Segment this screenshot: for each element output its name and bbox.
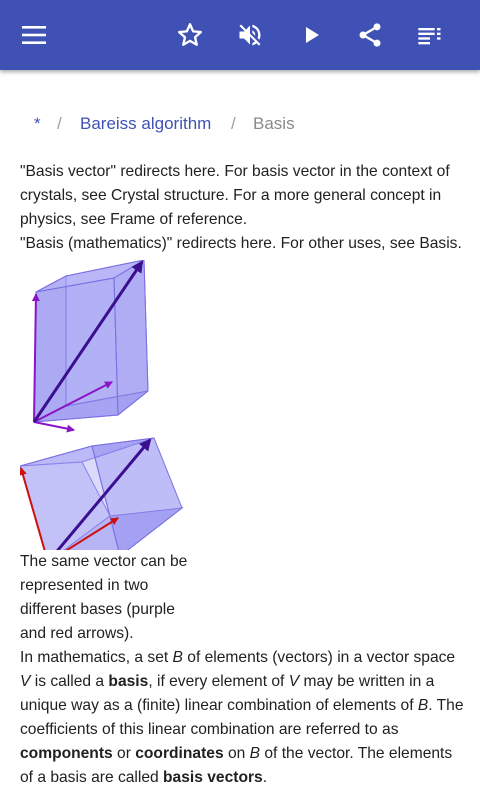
mute-button[interactable] [226,11,274,59]
intro-paragraph [20,646,465,790]
intro-text: on [223,745,250,762]
intro-text: . [262,769,268,786]
intro-text: . The coefficients of this linear combination are referred to as [20,697,464,738]
article-figure[interactable] [20,260,190,550]
star-outline-icon [176,21,204,49]
term-components: components [20,745,113,762]
intro-text: , if every element of [148,673,289,690]
intro-text: In mathematics, a set [20,649,173,666]
basis-vectors-diagram [20,260,190,550]
term-basis-vectors: basis vectors [163,769,263,786]
breadcrumb-current: Basis [253,114,295,133]
menu-icon [22,25,48,45]
intro-text: of the vector. The elements of a basis are called [20,745,453,786]
favorite-button[interactable] [166,11,214,59]
variable-b: B [172,649,183,666]
breadcrumb-separator: / [231,114,236,133]
intro-text: may be written in a unique way as a (finite) linear combination of elements of [20,673,435,714]
variable-b: B [249,745,261,762]
red-basis-box [20,438,182,550]
hatnote: "Basis vector" redirects here. For basis vector in the context of crystals, see Crystal structure. For a more general concept in physics, see Frame of reference. [20,163,450,228]
figure-caption: The same vector can be represented in two different bases (purple and red arrows). [20,553,188,642]
hatnote: "Basis (mathematics)" redirects here. For other uses, see Basis. [20,235,462,252]
purple-basis-box [34,260,148,430]
breadcrumb-separator: / [57,114,62,133]
breadcrumb [0,108,480,140]
intro-text: is called a [30,673,109,690]
term-basis: basis [108,673,149,690]
intro-text: or [112,745,136,762]
variable-b: B [417,697,429,714]
share-button[interactable] [346,11,394,59]
variable-v: V [20,673,31,690]
share-icon [356,21,384,49]
play-button[interactable] [287,11,335,59]
menu-button[interactable] [11,11,59,59]
intro-text: of elements (vectors) in a vector space [182,649,456,666]
playlist-icon [416,21,444,49]
play-icon [299,23,323,47]
term-coordinates: coordinates [135,745,224,762]
contents-button[interactable] [406,11,454,59]
breadcrumb-home-link[interactable]: * [34,114,41,133]
volume-off-icon [236,21,264,49]
variable-v: V [288,673,300,690]
app-bar [0,0,480,70]
article-content [20,160,465,790]
breadcrumb-parent-link[interactable]: Bareiss algorithm [80,114,212,133]
